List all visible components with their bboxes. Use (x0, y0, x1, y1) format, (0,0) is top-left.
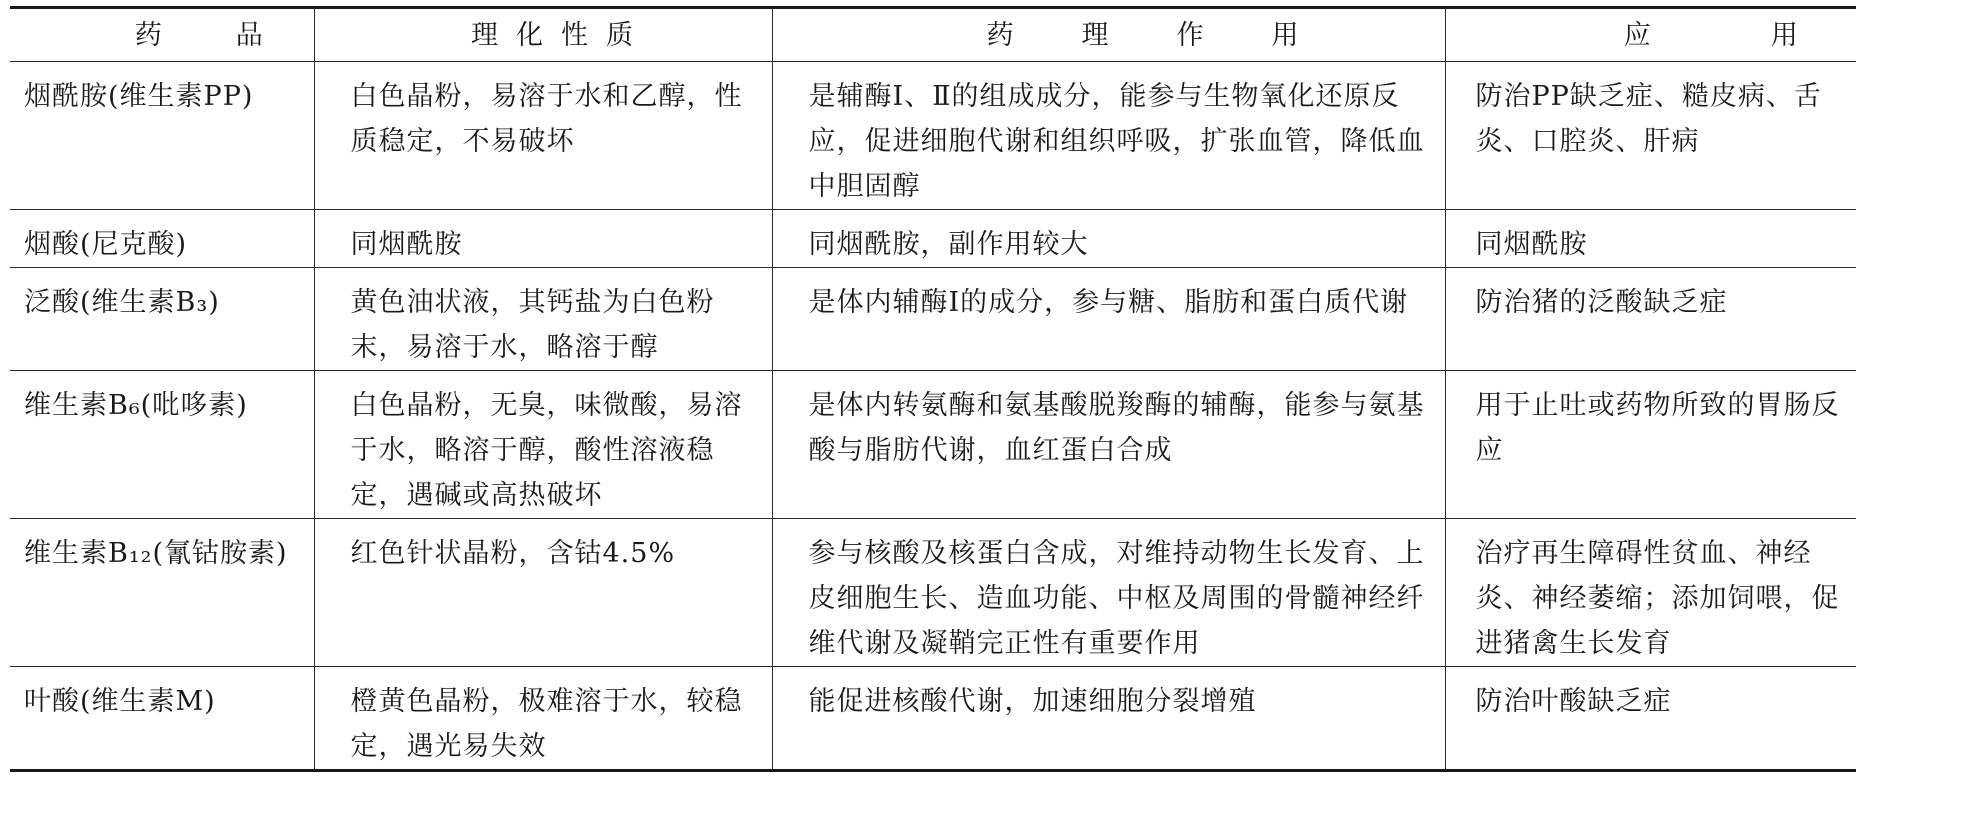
drug-action: 同烟酰胺，副作用较大 (772, 210, 1445, 268)
drug-application: 同烟酰胺 (1445, 210, 1856, 268)
drug-properties: 橙黄色晶粉，极难溶于水，较稳定，遇光易失效 (314, 667, 772, 771)
header-properties: 理化性质 (314, 8, 772, 62)
table-row (10, 519, 1856, 667)
drug-properties: 同烟酰胺 (314, 210, 772, 268)
drug-application: 用于止吐或药物所致的胃肠反应 (1445, 371, 1856, 519)
drug-properties: 红色针状晶粉，含钴4.5% (314, 519, 772, 667)
header-action: 药理作用 (772, 8, 1445, 62)
drug-application: 治疗再生障碍性贫血、神经炎、神经萎缩；添加饲喂，促进猪禽生长发育 (1445, 519, 1856, 667)
drug-application: 防治PP缺乏症、糙皮病、舌炎、口腔炎、肝病 (1445, 62, 1856, 210)
vitamin-drug-table (10, 6, 1918, 772)
drug-action: 是体内辅酶Ⅰ的成分，参与糖、脂肪和蛋白质代谢 (772, 268, 1445, 371)
drug-application: 防治叶酸缺乏症 (1475, 686, 1672, 717)
drug-action: 能促进核酸代谢，加速细胞分裂增殖 (772, 667, 1445, 771)
table-row (10, 62, 1856, 210)
drug-action: 是体内转氨酶和氨基酸脱羧酶的辅酶，能参与氨基酸与脂肪代谢，血红蛋白合成 (772, 371, 1445, 519)
drug-action: 是辅酶Ⅰ、Ⅱ的组成成分，能参与生物氧化还原反应，促进细胞代谢和组织呼吸，扩张血管，降低血中胆固醇 (772, 62, 1445, 210)
header-drug: 药品 (10, 8, 314, 62)
table-row (10, 268, 1856, 371)
drug-name: 烟酰胺(维生素PP) (10, 62, 314, 210)
drug-name: 泛酸(维生素B₃) (10, 268, 314, 371)
drug-properties: 白色晶粉，无臭，味微酸，易溶于水，略溶于醇，酸性溶液稳定，遇碱或高热破坏 (314, 371, 772, 519)
drug-application: 防治猪的泛酸缺乏症 (1445, 268, 1856, 371)
drug-properties: 白色晶粉，易溶于水和乙醇，性质稳定，不易破坏 (314, 62, 772, 210)
drug-name: 叶酸(维生素M) (10, 667, 314, 771)
drug-properties: 黄色油状液，其钙盐为白色粉末，易溶于水，略溶于醇 (314, 268, 772, 371)
table-row (10, 371, 1856, 519)
table-row (10, 667, 1856, 771)
drug-action: 参与核酸及核蛋白含成，对维持动物生长发育、上皮细胞生长、造血功能、中枢及周围的骨髓神经纤维代谢及凝鞘完正性有重要作用 (772, 519, 1445, 667)
drug-name: 维生素B₆(吡哆素) (10, 371, 314, 519)
drug-name: 维生素B₁₂(氰钴胺素) (10, 519, 314, 667)
drug-name: 烟酸(尼克酸) (10, 210, 314, 268)
table-header-row (10, 8, 1856, 62)
table-row (10, 210, 1856, 268)
header-application: 应用 (1445, 8, 1856, 62)
